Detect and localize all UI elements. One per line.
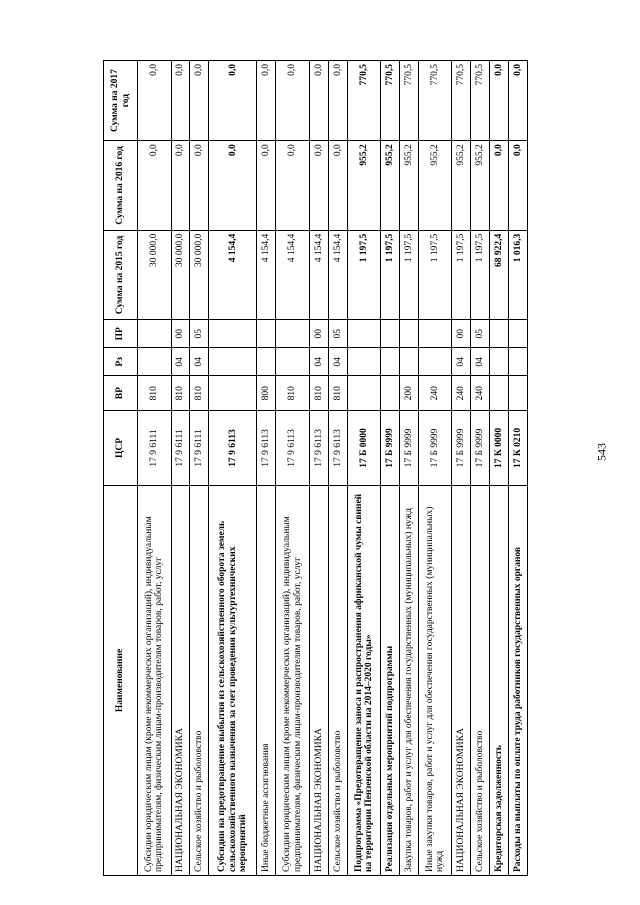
cell-csr: 17 9 6113 — [257, 411, 276, 486]
cell-pr — [257, 320, 276, 348]
cell-pr: 00 — [171, 320, 190, 348]
cell-name: Сельское хозяйство и рыболовство — [328, 485, 347, 875]
col-header-csr: ЦСР — [104, 411, 138, 486]
cell-2016: 955,2 — [381, 141, 400, 231]
cell-vr — [490, 376, 509, 411]
cell-2015: 1 197,5 — [381, 230, 400, 320]
cell-csr: 17 9 6113 — [309, 411, 328, 486]
cell-rz: 04 — [190, 348, 209, 376]
rotated-table-wrapper — [103, 60, 528, 876]
cell-pr — [509, 320, 528, 348]
cell-2017: 770,5 — [418, 61, 452, 141]
cell-vr: 800 — [257, 376, 276, 411]
cell-2015: 1 197,5 — [452, 230, 471, 320]
table-row — [381, 61, 400, 876]
cell-2016: 0,0 — [138, 141, 172, 231]
cell-csr: 17 К 0210 — [509, 411, 528, 486]
cell-pr: 00 — [309, 320, 328, 348]
cell-rz — [509, 348, 528, 376]
cell-vr: 810 — [190, 376, 209, 411]
cell-2015: 1 016,3 — [509, 230, 528, 320]
cell-rz: 04 — [452, 348, 471, 376]
cell-vr — [381, 376, 400, 411]
table-row — [347, 61, 381, 876]
cell-rz: 04 — [309, 348, 328, 376]
cell-rz — [347, 348, 381, 376]
cell-pr: 05 — [471, 320, 490, 348]
cell-2015: 1 197,5 — [471, 230, 490, 320]
cell-2016: 955,2 — [399, 141, 418, 231]
cell-name: Субсидии юридическим лицам (кроме некоммерческих организаций), индивидуальным предпринимателям, физическим лицам-производителям товаров, работ, услуг — [138, 485, 172, 875]
cell-csr: 17 Б 9999 — [381, 411, 400, 486]
cell-csr: 17 Б 0000 — [347, 411, 381, 486]
cell-vr: 240 — [452, 376, 471, 411]
cell-2016: 0,0 — [209, 141, 257, 231]
cell-csr: 17 Б 9999 — [418, 411, 452, 486]
cell-name: Кредиторская задолженность — [490, 485, 509, 875]
table-row — [190, 61, 209, 876]
table-row — [509, 61, 528, 876]
cell-pr — [138, 320, 172, 348]
cell-name: Расходы на выплаты по оплате труда работников государственных органов — [509, 485, 528, 875]
cell-rz — [418, 348, 452, 376]
cell-2016: 955,2 — [347, 141, 381, 231]
cell-rz — [381, 348, 400, 376]
table-row — [452, 61, 471, 876]
table-row — [209, 61, 257, 876]
cell-2015: 1 197,5 — [347, 230, 381, 320]
cell-pr — [381, 320, 400, 348]
cell-name: Субсидии на предотвращение выбытия из сельскохозяйственного оборота земель сельскохозяйственного назначения за счет проведения культуртехнических мероприятий — [209, 485, 257, 875]
cell-2015: 1 197,5 — [418, 230, 452, 320]
cell-csr: 17 Б 9999 — [452, 411, 471, 486]
table-row — [138, 61, 172, 876]
cell-name: Иные бюджетные ассигнования — [257, 485, 276, 875]
cell-csr: 17 9 6111 — [138, 411, 172, 486]
cell-2016: 955,2 — [452, 141, 471, 231]
cell-name: Субсидии юридическим лицам (кроме некоммерческих организаций), индивидуальным предпринимателям, физическим лицам-производителям товаров, работ, услуг — [276, 485, 310, 875]
table-row — [257, 61, 276, 876]
cell-pr — [347, 320, 381, 348]
cell-rz: 04 — [328, 348, 347, 376]
cell-2015: 68 922,4 — [490, 230, 509, 320]
cell-csr: 17 9 6111 — [190, 411, 209, 486]
table-row — [276, 61, 310, 876]
cell-2017: 770,5 — [452, 61, 471, 141]
cell-vr: 810 — [276, 376, 310, 411]
cell-2017: 0,0 — [190, 61, 209, 141]
cell-2017: 0,0 — [276, 61, 310, 141]
table-row — [171, 61, 190, 876]
cell-csr: 17 9 6111 — [171, 411, 190, 486]
cell-2015: 30 000,0 — [171, 230, 190, 320]
cell-name: НАЦИОНАЛЬНАЯ ЭКОНОМИКА — [309, 485, 328, 875]
cell-vr — [509, 376, 528, 411]
table-row — [418, 61, 452, 876]
cell-rz — [399, 348, 418, 376]
header-row — [104, 61, 138, 876]
col-header-name: Наименование — [104, 485, 138, 875]
table-row — [309, 61, 328, 876]
cell-2015: 1 197,5 — [399, 230, 418, 320]
cell-2015: 4 154,4 — [209, 230, 257, 320]
cell-csr: 17 Б 9999 — [471, 411, 490, 486]
cell-vr: 810 — [309, 376, 328, 411]
cell-pr — [490, 320, 509, 348]
cell-2015: 4 154,4 — [328, 230, 347, 320]
cell-name: Сельское хозяйство и рыболовство — [190, 485, 209, 875]
cell-2017: 0,0 — [257, 61, 276, 141]
cell-2016: 955,2 — [418, 141, 452, 231]
cell-2017: 770,5 — [347, 61, 381, 141]
cell-rz: 04 — [471, 348, 490, 376]
cell-2016: 0,0 — [276, 141, 310, 231]
cell-csr: 17 9 6113 — [328, 411, 347, 486]
cell-2016: 0,0 — [257, 141, 276, 231]
page-number: 543 — [594, 443, 609, 461]
cell-name: Закупка товаров, работ и услуг для обеспечения государственных (муниципальных) нужд — [399, 485, 418, 875]
table-row — [399, 61, 418, 876]
col-header-rz: Рз — [104, 348, 138, 376]
cell-csr: 17 К 0000 — [490, 411, 509, 486]
cell-2016: 0,0 — [171, 141, 190, 231]
cell-vr: 240 — [418, 376, 452, 411]
col-header-pr: ПР — [104, 320, 138, 348]
cell-pr — [276, 320, 310, 348]
cell-rz — [209, 348, 257, 376]
cell-pr — [209, 320, 257, 348]
cell-2015: 4 154,4 — [257, 230, 276, 320]
cell-vr — [209, 376, 257, 411]
cell-2016: 0,0 — [190, 141, 209, 231]
cell-pr — [418, 320, 452, 348]
cell-csr: 17 Б 9999 — [399, 411, 418, 486]
cell-rz: 04 — [171, 348, 190, 376]
cell-name: НАЦИОНАЛЬНАЯ ЭКОНОМИКА — [171, 485, 190, 875]
cell-2016: 955,2 — [471, 141, 490, 231]
cell-2015: 30 000,0 — [138, 230, 172, 320]
cell-csr: 17 9 6113 — [276, 411, 310, 486]
cell-pr: 05 — [190, 320, 209, 348]
cell-pr — [399, 320, 418, 348]
cell-2017: 0,0 — [209, 61, 257, 141]
cell-2017: 770,5 — [399, 61, 418, 141]
cell-rz — [276, 348, 310, 376]
cell-2017: 770,5 — [381, 61, 400, 141]
cell-2015: 30 000,0 — [190, 230, 209, 320]
cell-2017: 0,0 — [309, 61, 328, 141]
cell-2016: 0,0 — [490, 141, 509, 231]
cell-vr — [347, 376, 381, 411]
cell-name: Иные закупки товаров, работ и услуг для обеспечения государственных (муниципальных) нужд — [418, 485, 452, 875]
col-header-2015: Сумма на 2015 год — [104, 230, 138, 320]
cell-name: Реализация отдельных мероприятий подпрограммы — [381, 485, 400, 875]
cell-2016: 0,0 — [309, 141, 328, 231]
cell-2017: 770,5 — [471, 61, 490, 141]
col-header-2016: Сумма на 2016 год — [104, 141, 138, 231]
cell-pr: 05 — [328, 320, 347, 348]
cell-2017: 0,0 — [138, 61, 172, 141]
col-header-2017: Сумма на 2017 год — [104, 61, 138, 141]
cell-2016: 0,0 — [509, 141, 528, 231]
cell-pr: 00 — [452, 320, 471, 348]
cell-rz — [257, 348, 276, 376]
cell-vr: 200 — [399, 376, 418, 411]
cell-vr: 810 — [171, 376, 190, 411]
cell-2017: 0,0 — [328, 61, 347, 141]
cell-rz — [138, 348, 172, 376]
cell-2015: 4 154,4 — [309, 230, 328, 320]
cell-name: Подпрограмма «Предотвращение заноса и распространения африканской чумы свиней на территории Пензенской области на 2014–2020 годы» — [347, 485, 381, 875]
cell-2016: 0,0 — [328, 141, 347, 231]
table-row — [471, 61, 490, 876]
cell-name: НАЦИОНАЛЬНАЯ ЭКОНОМИКА — [452, 485, 471, 875]
cell-2015: 4 154,4 — [276, 230, 310, 320]
cell-vr: 240 — [471, 376, 490, 411]
col-header-vr: ВР — [104, 376, 138, 411]
cell-csr: 17 9 6113 — [209, 411, 257, 486]
budget-table — [103, 60, 528, 876]
cell-vr: 810 — [328, 376, 347, 411]
cell-2017: 0,0 — [490, 61, 509, 141]
cell-2017: 0,0 — [509, 61, 528, 141]
table-row — [328, 61, 347, 876]
cell-vr: 810 — [138, 376, 172, 411]
table-row — [490, 61, 509, 876]
cell-name: Сельское хозяйство и рыболовство — [471, 485, 490, 875]
cell-2017: 0,0 — [171, 61, 190, 141]
cell-rz — [490, 348, 509, 376]
